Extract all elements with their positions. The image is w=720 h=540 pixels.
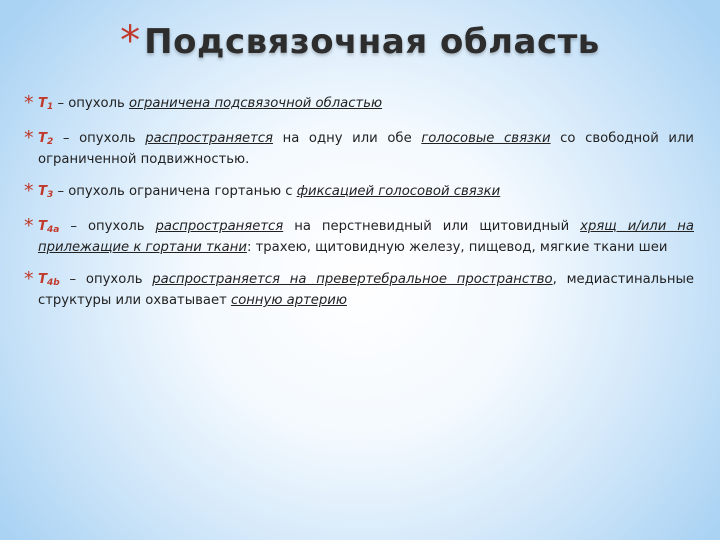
bullet-asterisk-icon: *	[24, 215, 34, 237]
list-item-t1	[24, 92, 694, 116]
list-item-t4b	[24, 268, 694, 310]
item-emphasis: распространяется	[155, 219, 284, 234]
list-item-t3	[24, 180, 694, 204]
item-text: – опухоль	[53, 131, 146, 146]
item-emphasis: хрящ и/или на прилежащие к гортани ткани	[38, 219, 694, 255]
stage-code: $T_2$	[38, 131, 54, 147]
item-text: на перстневидный или щитовидный	[283, 219, 581, 234]
stage-code: $T_1$	[38, 96, 54, 112]
bullet-asterisk-icon: *	[24, 92, 34, 114]
stage-code: $T_{4b}$	[38, 272, 60, 288]
item-emphasis: сонную артерию	[230, 293, 347, 308]
tnm-list	[24, 92, 694, 324]
item-emphasis: ограничена подсвязочной областью	[129, 96, 383, 111]
item-emphasis: фиксацией голосовой связки	[296, 184, 501, 199]
stage-code: $T_{4a}$	[38, 219, 60, 235]
item-emphasis: распространяется на превертебральное пространство	[152, 272, 553, 287]
title-text: Подсвязочная область	[144, 22, 600, 62]
bullet-asterisk-icon: *	[24, 180, 34, 202]
slide-title	[0, 18, 720, 68]
stage-code: $T_3$	[38, 184, 54, 200]
item-emphasis: распространяется	[145, 131, 273, 146]
item-text: на одну или обе	[272, 131, 422, 146]
item-text: – опухоль	[59, 219, 156, 234]
item-text: – опухоль ограничена гортанью с	[53, 184, 297, 199]
item-text: – опухоль	[59, 272, 153, 287]
list-item-t4a	[24, 215, 694, 257]
item-text: : трахею, щитовидную железу, пищевод, мягкие ткани шеи	[246, 240, 668, 255]
item-text: , медиастинальные структуры или охватывает	[38, 272, 694, 308]
item-text: со свободной или ограниченной подвижностью.	[38, 131, 694, 167]
bullet-asterisk-icon: *	[24, 127, 34, 149]
title-asterisk-icon: *	[120, 18, 141, 64]
list-item-t2	[24, 127, 694, 169]
item-emphasis: голосовые связки	[421, 131, 551, 146]
bullet-asterisk-icon: *	[24, 268, 34, 290]
item-text: – опухоль	[53, 96, 130, 111]
